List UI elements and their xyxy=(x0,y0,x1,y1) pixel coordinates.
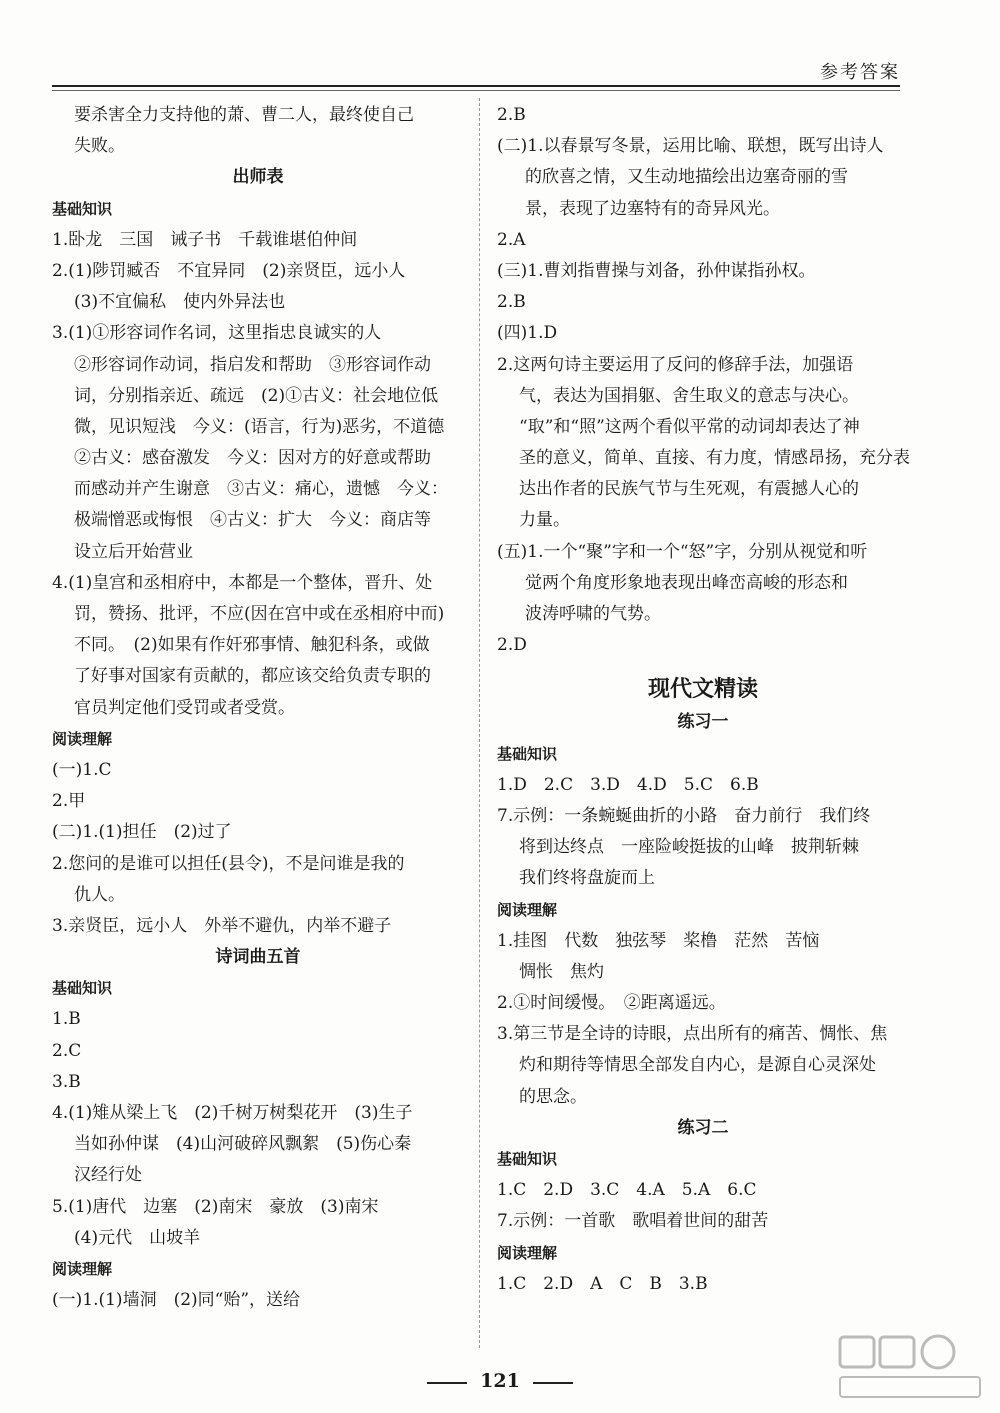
section-title: 出师表 xyxy=(232,167,284,188)
answer-line: 景，表现了边塞特有的奇异风光。 xyxy=(525,198,780,219)
subsection-label: 阅读理解 xyxy=(52,729,113,748)
answer-line: (一)1.C xyxy=(52,759,112,780)
answer-line: 3.(1)①形容词作名词，这里指忠良诚实的人 xyxy=(52,323,382,344)
answer-line: 的思念。 xyxy=(519,1086,587,1107)
answer-line: 气，表达为国捐躯、舍生取义的意志与决心。 xyxy=(519,385,859,406)
answer-line: 1.C 2.D A C B 3.B xyxy=(497,1273,708,1294)
answer-line: 不同。 (2)如果有作奸邪事情、触犯科条，或做 xyxy=(74,635,430,656)
answer-line: 1.C 2.D 3.C 4.A 5.A 6.C xyxy=(497,1180,757,1201)
answer-line: 极端憎恶或悔恨 ④古义：扩大 今义：商店等 xyxy=(74,510,431,531)
answer-line: 2.这两句诗主要运用了反问的修辞手法，加强语 xyxy=(497,354,854,375)
subsection-label: 阅读理解 xyxy=(497,1243,558,1262)
answer-line: 将到达终点 一座险峻挺拔的山峰 披荆斩棘 xyxy=(519,837,859,858)
subsection-label: 阅读理解 xyxy=(497,900,558,919)
answer-line: 仇人。 xyxy=(74,884,125,905)
answer-line: 当如孙仲谋 (4)山河破碎风飘絮 (5)伤心秦 xyxy=(74,1134,412,1155)
answer-line: 罚，赞扬、批评，不应(因在宫中或在丞相府中而) xyxy=(74,604,445,624)
header-title: 参考答案 xyxy=(820,62,900,83)
subsection-label: 基础知识 xyxy=(52,199,113,218)
footer-ornament-left xyxy=(427,1382,467,1384)
answer-line: 设立后开始营业 xyxy=(74,541,193,562)
answer-line: ②形容词作动词，指启发和帮助 ③形容词作动 xyxy=(74,354,431,375)
answer-line: 我们终将盘旋而上 xyxy=(519,868,655,889)
answer-line: (3)不宜偏私 使内外异法也 xyxy=(74,292,286,313)
answer-line: 惆怅 焦灼 xyxy=(519,961,604,982)
answer-line: 5.(1)唐代 边塞 (2)南宋 豪放 (3)南宋 xyxy=(52,1196,379,1217)
footer-ornament-right xyxy=(533,1382,573,1384)
answer-line: 1.D 2.C 3.D 4.D 5.C 6.B xyxy=(497,774,759,795)
answer-line: 2.①时间缓慢。 ②距离遥远。 xyxy=(497,993,726,1014)
answer-line: 2.甲 xyxy=(52,791,86,812)
answer-line: 的欣喜之情，又生动地描绘出边塞奇丽的雪 xyxy=(525,167,848,188)
answer-line: (五)1.一个“聚”字和一个“怒”字，分别从视觉和听 xyxy=(497,541,868,562)
answer-line: 词，分别指亲近、疏远 (2)①古义：社会地位低 xyxy=(74,385,439,406)
answer-line: 4.(1)皇宫和丞相府中，本都是一个整体，晋升、处 xyxy=(52,572,433,593)
subsection-label: 基础知识 xyxy=(497,744,558,763)
page-number: 121 xyxy=(480,1370,520,1392)
answer-line: 2.B xyxy=(497,105,526,125)
column-divider xyxy=(479,98,480,1348)
answer-line: 2.您问的是谁可以担任(县令)，不是问谁是我的 xyxy=(52,853,405,874)
text-line: 要杀害全力支持他的萧、曹二人，最终使自己 xyxy=(74,105,414,125)
answer-line: 3.亲贤臣，远小人 外举不避仇，内举不避子 xyxy=(52,915,392,936)
header-rule-thin xyxy=(52,90,900,91)
subsection-label: 基础知识 xyxy=(52,979,113,998)
answer-line: 觉两个角度形象地表现出峰峦高峻的形态和 xyxy=(525,572,848,593)
left-column xyxy=(52,100,464,1316)
answer-line: 汉经行处 xyxy=(74,1165,142,1186)
answer-line: (二)1.(1)担任 (2)过了 xyxy=(52,822,232,843)
answer-line: ②古义：感奋激发 今义：因对方的好意或帮助 xyxy=(74,448,431,469)
section-title: 诗词曲五首 xyxy=(215,947,301,968)
answer-line: 1.卧龙 三国 诫子书 千载谁堪伯仲间 xyxy=(52,229,358,250)
header-rule-thick xyxy=(52,85,900,87)
answer-line: 4.(1)雉从梁上飞 (2)千树万树梨花开 (3)生子 xyxy=(52,1103,413,1123)
answer-line: 2.B xyxy=(497,292,526,313)
answer-line: 7.示例：一首歌 歌唱着世间的甜苦 xyxy=(497,1211,769,1232)
answer-line: 而感动并产生谢意 ③古义：痛心，遗憾 今义： xyxy=(74,479,448,500)
text-line: 失败。 xyxy=(74,136,125,157)
answer-line: 微，见识短浅 今义：(语言，行为)恶劣，不道德 xyxy=(74,416,445,437)
answer-line: 1.B xyxy=(52,1009,81,1030)
answer-line: (三)1.曹刘指曹操与刘备，孙仲谋指孙权。 xyxy=(497,260,816,281)
answer-line: “取”和“照”这两个看似平常的动词却表达了神 xyxy=(519,416,860,437)
answer-line: 1.挂图 代数 独弦琴 桨橹 茫然 苦恼 xyxy=(497,930,820,951)
subsection-label: 阅读理解 xyxy=(52,1259,113,1278)
watermark-logo-icon xyxy=(836,1331,986,1403)
answer-line: 2.A xyxy=(497,229,526,250)
subsection-label: 基础知识 xyxy=(497,1150,558,1168)
section-title: 练习二 xyxy=(677,1117,729,1138)
answer-line: 灼和期待等情思全部发自内心，是源自心灵深处 xyxy=(519,1055,876,1076)
answer-line: 力量。 xyxy=(519,510,570,531)
answer-line: 7.示例：一条蜿蜒曲折的小路 奋力前行 我们终 xyxy=(497,805,871,826)
answer-line: 了好事对国家有贡献的，都应该交给负责专职的 xyxy=(74,666,431,687)
answer-line: 达出作者的民族气节与生死观，有震撼人心的 xyxy=(519,479,859,500)
chapter-title: 现代文精读 xyxy=(647,677,758,703)
answer-line: (4)元代 山坡羊 xyxy=(74,1227,201,1248)
answer-line: 2.C xyxy=(52,1040,82,1061)
section-title: 练习一 xyxy=(677,712,729,733)
answer-line: 3.第三节是全诗的诗眼，点出所有的痛苦、惆怅、焦 xyxy=(497,1024,888,1045)
answer-line: (一)1.(1)墙洞 (2)同“贻”，送给 xyxy=(52,1290,301,1311)
answer-line: 官员判定他们受罚或者受赏。 xyxy=(74,697,295,718)
answer-line: 圣的意义，简单、直接、有力度，情感昂扬，充分表 xyxy=(519,448,910,469)
answer-line: 2.D xyxy=(497,635,527,656)
answer-line: (二)1.以春景写冬景，运用比喻、联想，既写出诗人 xyxy=(497,136,884,157)
answer-line: 3.B xyxy=(52,1071,81,1092)
answer-line: 波涛呼啸的气势。 xyxy=(525,604,661,624)
right-column xyxy=(497,100,909,1300)
answer-line: 2.(1)陟罚臧否 不宜异同 (2)亲贤臣，远小人 xyxy=(52,260,406,281)
answer-line: (四)1.D xyxy=(497,323,558,344)
